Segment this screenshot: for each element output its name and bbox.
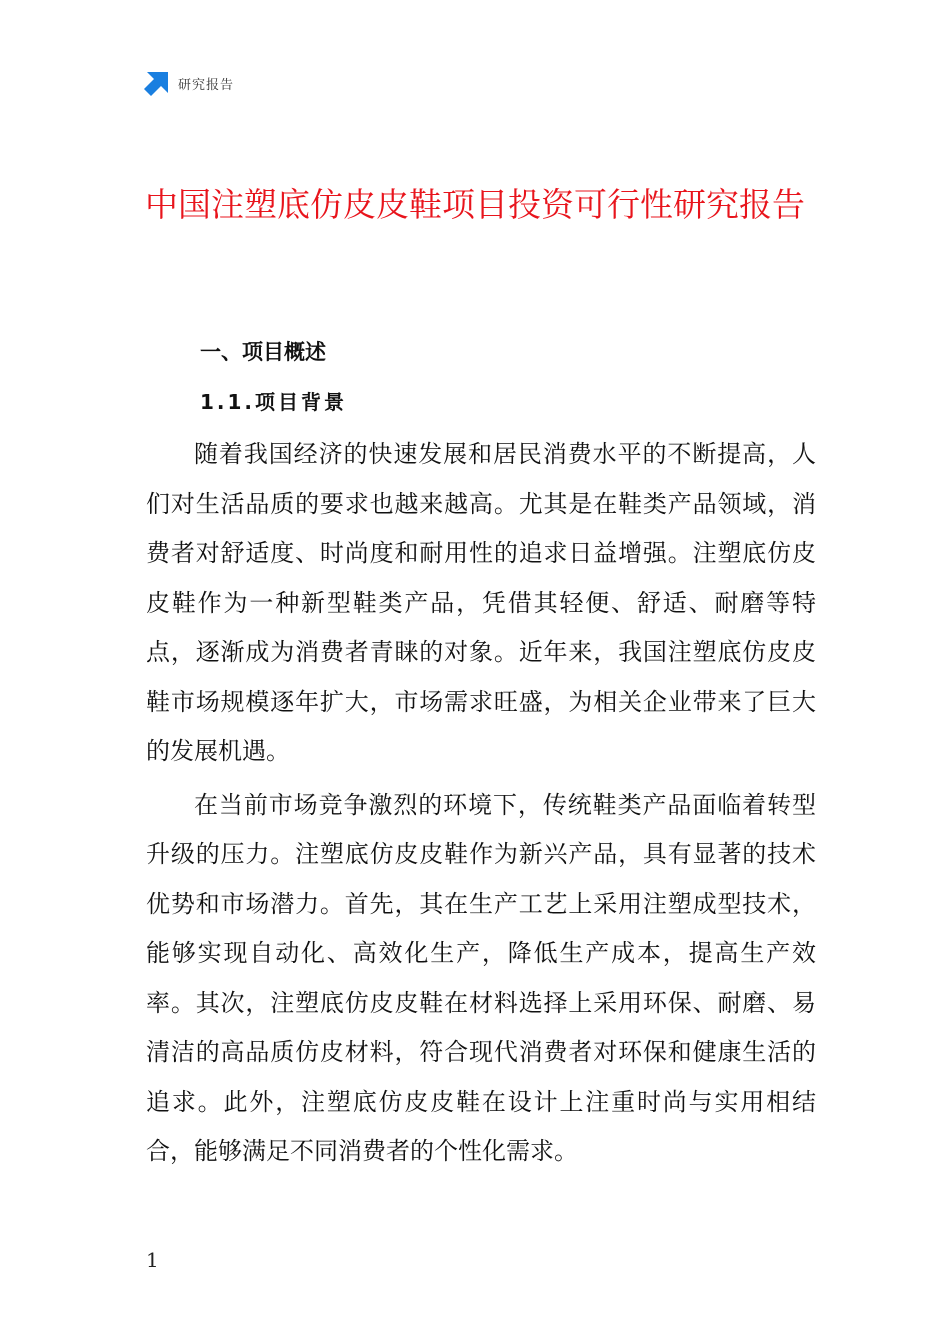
- document-title: 中国注塑底仿皮皮鞋项目投资可行性研究报告: [145, 185, 805, 224]
- page-number: 1: [146, 1248, 159, 1272]
- subsection-heading: 1.1.项目背景: [200, 390, 348, 414]
- arrow-up-right-icon: [144, 70, 170, 96]
- body-text: [146, 430, 816, 1181]
- paragraph-2: 在当前市场竞争激烈的环境下，传统鞋类产品面临着转型升级的压力。注塑底仿皮皮鞋作为新兴产品，具有显著的技术优势和市场潜力。首先，其在生产工艺上采用注塑成型技术，能够实现自动化、高效化生产，降低生产成本，提高生产效率。其次，注塑底仿皮皮鞋在材料选择上采用环保、耐磨、易清洁的高品质仿皮材料，符合现代消费者对环保和健康生活的追求。此外，注塑底仿皮皮鞋在设计上注重时尚与实用相结合，能够满足不同消费者的个性化需求。: [146, 790, 816, 1165]
- section-heading: 一、项目概述: [200, 340, 326, 364]
- report-header: [144, 70, 234, 96]
- paragraph-1: 随着我国经济的快速发展和居民消费水平的不断提高，人们对生活品质的要求也越来越高。尤其是在鞋类产品领域，消费者对舒适度、时尚度和耐用性的追求日益增强。注塑底仿皮皮鞋作为一种新型鞋类产品，凭借其轻便、舒适、耐磨等特点，逐渐成为消费者青睐的对象。近年来，我国注塑底仿皮皮鞋市场规模逐年扩大，市场需求旺盛，为相关企业带来了巨大的发展机遇。: [146, 440, 816, 765]
- header-label: 研究报告: [178, 77, 235, 93]
